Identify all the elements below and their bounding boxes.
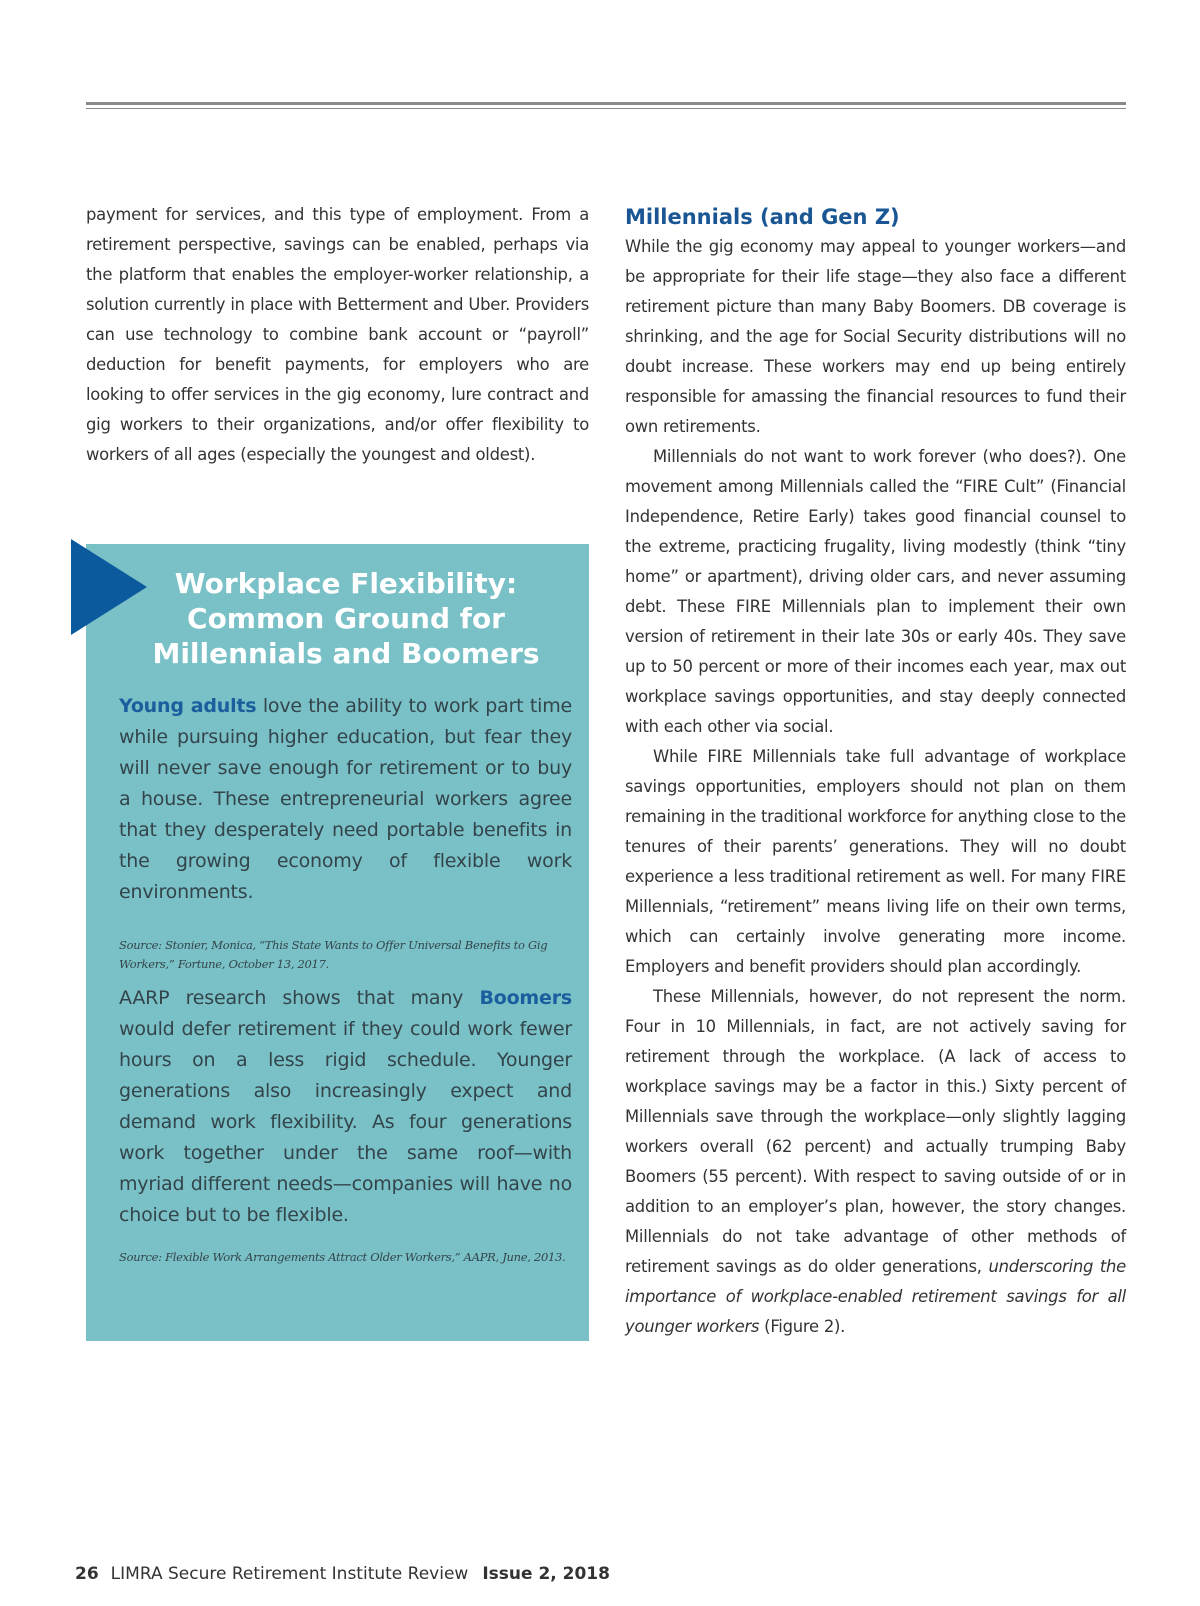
young-adults-text: love the ability to work part time while pursuing higher education, but fear they will never save enough for retirement or to buy a house. These entrepreneurial workers agree that they desperately need portable benefits in the growing economy of flexible work environments. [119,695,572,903]
young-adults-paragraph [119,691,572,908]
boomers-text-after: would defer retirement if they could work fewer hours on a less rigid schedule. Younger generations also increasingly expect and demand work flexibility. As four generations work together under the same roof—with myriad different needs—companies will have no choice but to be flexible. [119,1018,572,1226]
right-paragraph-1: While the gig economy may appeal to younger workers—and be appropriate for their life stage—they also face a different retirement picture than many Baby Boomers. DB coverage is shrinking, and the age for Social Security distributions will no doubt increase. These workers may end up being entirely responsible for amassing the financial resources to fund their own retirements. [625,237,1126,436]
sidebar-boomers-source-wrap [119,1248,572,1267]
sidebar-title-line1: Workplace Flexibility: [174,567,518,600]
page-number: 26 [75,1564,99,1584]
page-footer [75,1563,610,1585]
sidebar-title-line3: Millennials and Boomers [152,637,540,670]
right-paragraph-4-text: These Millennials, however, do not represent the norm. Four in 10 Millennials, in fact, are not actively saving for retirement through the workplace. (A lack of access to workplace savings may be a factor in this.) Sixty percent of Millennials save through the workplace—only slightly lagging workers overall (62 percent) and actually trumping Baby Boomers (55 percent). With respect to saving outside of or in addition to an employer’s plan, however, the story changes. Millennials do not take advantage of other methods of retirement savings as do older generations, [625,987,1126,1276]
header-rule-thin [86,108,1126,109]
right-paragraph-4 [625,982,1126,1342]
boomers-paragraph [119,983,572,1231]
right-paragraph-4-italic: underscoring the importance of workplace-enabled retirement savings for all younger workers [625,1257,1127,1336]
right-paragraph-4-end: (Figure 2). [759,1317,846,1336]
header-rule-thick [86,102,1126,105]
boomers-source: Source: Flexible Work Arrangements Attract Older Workers,” AAPR, June, 2013. [119,1250,566,1264]
sidebar-title [86,566,606,671]
left-paragraph: payment for services, and this type of employment. From a retirement perspective, savings can be enabled, perhaps via the platform that enables the employer-worker relationship, a solution currently in place with Betterment and Uber. Providers can use technology to combine bank account or “payroll” deduction for benefit payments, for employers who are looking to offer services in the gig economy, lure contract and gig workers to their organizations, and/or offer flexibility to workers of all ages (especially the youngest and oldest). [86,205,589,464]
section-heading: Millennials (and Gen Z) [625,205,900,229]
right-paragraph-3: While FIRE Millennials take full advantage of workplace savings opportunities, employers should not plan on them remaining in the traditional workforce for anything close to the tenures of their parents’ generations. They will no doubt experience a less traditional retirement as well. For many FIRE Millennials, “retirement” means living life on their own terms, which can certainly involve generating more income. Employers and benefit providers should plan accordingly. [625,747,1126,976]
boomers-highlight: Boomers [479,987,572,1009]
right-column [625,200,1126,1342]
issue-label: Issue 2, 2018 [482,1564,610,1584]
young-adults-highlight: Young adults [119,695,257,717]
young-adults-source: Source: Stonier, Monica, “This State Wants to Offer Universal Benefits to Gig Workers,” Fortune, October 13, 2017. [119,938,548,971]
sidebar-boomers [119,983,572,1231]
sidebar-title-line2: Common Ground for [187,602,505,635]
boomers-text-before: AARP research shows that many [119,987,480,1009]
sidebar-young-adults [119,691,572,908]
left-column [86,200,589,470]
right-paragraph-2: Millennials do not want to work forever (who does?). One movement among Millennials called the “FIRE Cult” (Financial Independence, Retire Early) takes good financial counsel to the extreme, practicing frugality, living modestly (think “tiny home” or apartment), driving older cars, and never assuming debt. These FIRE Millennials plan to implement their own version of retirement in their late 30s or early 40s. They save up to 50 percent or more of their incomes each year, max out workplace savings opportunities, and stay deeply connected with each other via social. [625,447,1126,736]
sidebar-young-adults-source-wrap [119,936,572,974]
publication-title: LIMRA Secure Retirement Institute Review [110,1564,469,1584]
